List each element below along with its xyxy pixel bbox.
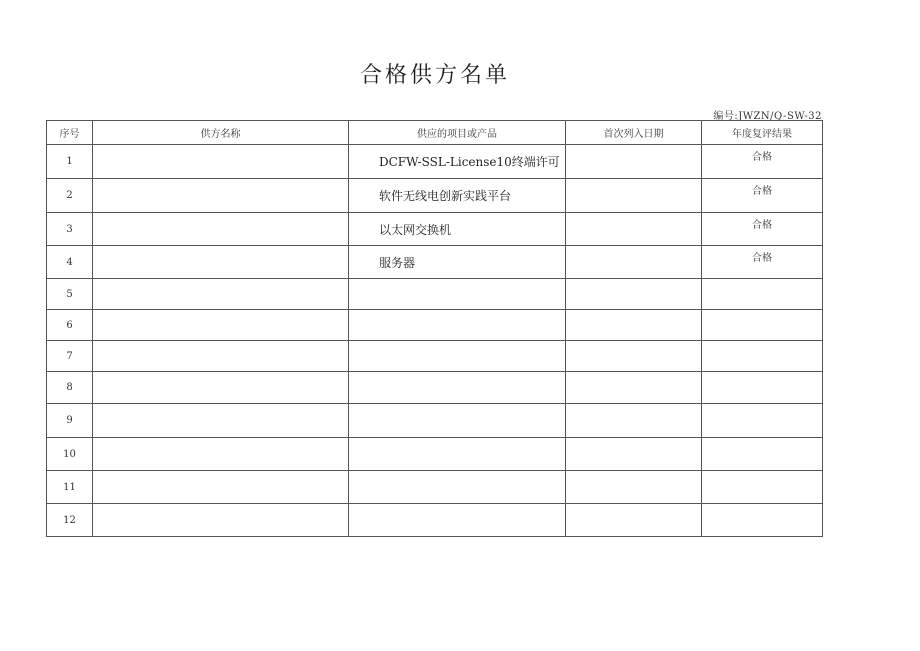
first-date-cell <box>566 471 702 504</box>
product-text: DCFW-SSL-License10终端许可 <box>379 155 560 169</box>
product-cell <box>349 438 566 471</box>
supplier-name-cell <box>93 341 349 372</box>
product-cell <box>349 279 566 310</box>
table-row <box>47 372 823 404</box>
supplier-name-cell <box>93 179 349 213</box>
review-result-cell: 合格 <box>702 213 823 246</box>
header-review: 年度复评结果 <box>702 121 823 145</box>
row-number: 9 <box>47 404 93 438</box>
supplier-name-cell <box>93 213 349 246</box>
table-row <box>47 310 823 341</box>
product-cell <box>349 504 566 537</box>
review-result-cell <box>702 341 823 372</box>
review-result-cell: 合格 <box>702 145 823 179</box>
review-result-cell: 合格 <box>702 179 823 213</box>
header-supplier: 供方名称 <box>93 121 349 145</box>
product-cell <box>349 341 566 372</box>
product-cell <box>349 372 566 404</box>
first-date-cell <box>566 372 702 404</box>
review-result-cell <box>702 504 823 537</box>
table-row <box>47 404 823 438</box>
row-number: 1 <box>47 145 93 179</box>
review-result-cell <box>702 471 823 504</box>
supplier-name-cell <box>93 246 349 279</box>
product-cell <box>349 246 566 279</box>
document-number: 编号:JWZN/Q-SW-32 <box>713 111 822 122</box>
table-row <box>47 504 823 537</box>
review-result-cell <box>702 372 823 404</box>
first-date-cell <box>566 279 702 310</box>
supplier-name-cell <box>93 471 349 504</box>
review-result-cell: 合格 <box>702 246 823 279</box>
review-result-cell <box>702 404 823 438</box>
product-cell <box>349 310 566 341</box>
product-cell <box>349 179 566 213</box>
row-number: 12 <box>47 504 93 537</box>
supplier-name-cell <box>93 145 349 179</box>
header-product: 供应的项目或产品 <box>349 121 566 145</box>
row-number: 4 <box>47 246 93 279</box>
row-number: 5 <box>47 279 93 310</box>
product-text: 软件无线电创新实践平台 <box>379 189 512 203</box>
row-number: 10 <box>47 438 93 471</box>
row-number: 3 <box>47 213 93 246</box>
table-row <box>47 279 823 310</box>
document-title: 合格供方名单 <box>359 63 510 88</box>
review-result-cell <box>702 310 823 341</box>
first-date-cell <box>566 438 702 471</box>
first-date-cell <box>566 179 702 213</box>
row-number: 7 <box>47 341 93 372</box>
row-number: 6 <box>47 310 93 341</box>
review-result-cell <box>702 279 823 310</box>
table-row <box>47 179 823 213</box>
first-date-cell <box>566 145 702 179</box>
product-text: 服务器 <box>379 255 416 270</box>
product-cell <box>349 404 566 438</box>
header-seq: 序号 <box>47 121 93 145</box>
supplier-name-cell <box>93 404 349 438</box>
first-date-cell <box>566 310 702 341</box>
row-number: 11 <box>47 471 93 504</box>
first-date-cell <box>566 504 702 537</box>
supplier-name-cell <box>93 279 349 310</box>
product-text: 以太网交换机 <box>379 222 452 237</box>
first-date-cell <box>566 404 702 438</box>
supplier-table <box>46 120 823 537</box>
row-number: 2 <box>47 179 93 213</box>
first-date-cell <box>566 246 702 279</box>
product-cell <box>349 471 566 504</box>
review-result-cell <box>702 438 823 471</box>
table-row <box>47 246 823 279</box>
table-row <box>47 471 823 504</box>
header-first-date: 首次列入日期 <box>566 121 702 145</box>
product-cell <box>349 213 566 246</box>
table-row <box>47 213 823 246</box>
supplier-name-cell <box>93 310 349 341</box>
supplier-name-cell <box>93 372 349 404</box>
first-date-cell <box>566 213 702 246</box>
table-row <box>47 341 823 372</box>
table-row <box>47 145 823 179</box>
supplier-name-cell <box>93 504 349 537</box>
first-date-cell <box>566 341 702 372</box>
table-body <box>47 145 823 537</box>
product-cell <box>349 145 566 179</box>
table-header-row <box>47 121 823 145</box>
supplier-name-cell <box>93 438 349 471</box>
table-row <box>47 438 823 471</box>
row-number: 8 <box>47 372 93 404</box>
